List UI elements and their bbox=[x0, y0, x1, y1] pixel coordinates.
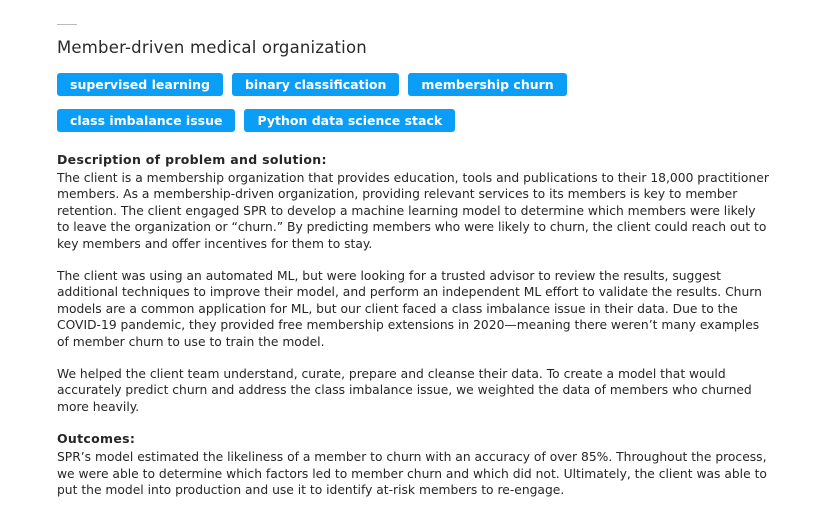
case-study bbox=[57, 24, 769, 515]
divider bbox=[57, 24, 77, 25]
tag[interactable]: class imbalance issue bbox=[57, 109, 235, 132]
description-paragraph: We helped the client team understand, curate, prepare and cleanse their data. To create a model that would accurately predict churn and address the class imbalance issue, we weighted the data of members who churned more heavily. bbox=[57, 367, 752, 414]
description-heading: Description of problem and solution: bbox=[57, 152, 327, 167]
description-paragraph: The client is a membership organization that provides education, tools and publications to their 18,000 practitioner members. As a membership-driven organization, providing relevant services to its members is key to member retention. The client engaged SPR to develop a machine learning model to determine which members were likely to leave the organization or “churn.” By predicting members who were likely to churn, the client could reach out to key members and offer incentives for them to stay. bbox=[57, 171, 769, 251]
tag[interactable]: membership churn bbox=[408, 73, 566, 96]
tag[interactable]: Python data science stack bbox=[244, 109, 455, 132]
page-title: Member-driven medical organization bbox=[57, 38, 367, 57]
outcomes-paragraph: SPR’s model estimated the likeliness of a member to churn with an accuracy of over 85%. Throughout the process, we were able to determine which factors led to member churn and which did not. Ultimately, the client was able to put the model into production and use it to identify at-risk members to re-engage. bbox=[57, 450, 767, 498]
description-paragraph: The client was using an automated ML, but were looking for a trusted advisor to review the results, suggest additional techniques to improve their model, and perform an independent ML effort to validate the results. Churn models are a common application for ML, but our client faced a class imbalance issue in their data. Due to the COVID-19 pandemic, they provided free membership extensions in 2020—meaning there weren’t many examples of member churn to use to train the model. bbox=[57, 269, 762, 349]
tag[interactable]: supervised learning bbox=[57, 73, 223, 96]
outcomes-heading: Outcomes: bbox=[57, 431, 136, 447]
tag-list bbox=[57, 73, 697, 132]
tag[interactable]: binary classification bbox=[232, 73, 399, 96]
